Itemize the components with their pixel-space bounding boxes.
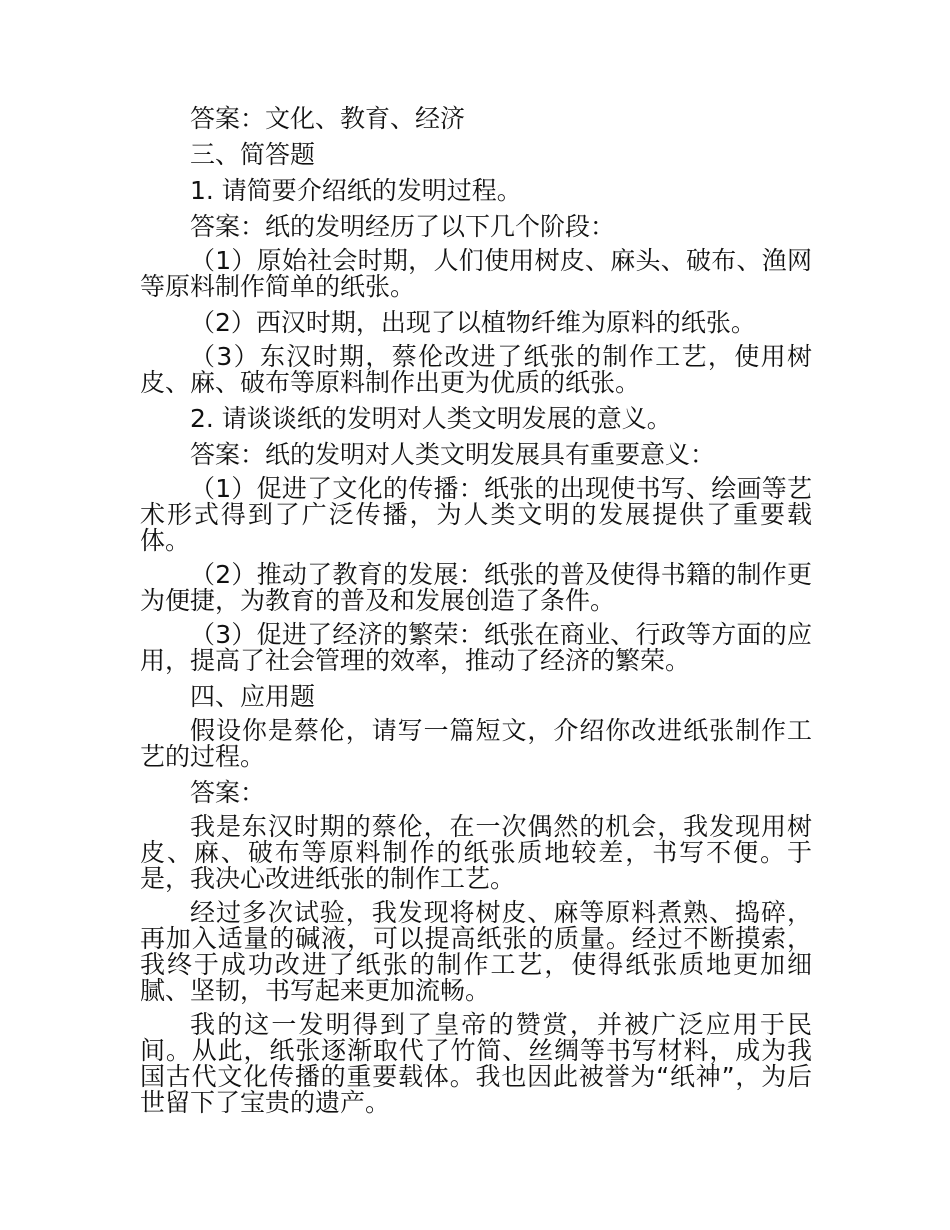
answer-fill-blank: 答案：文化、教育、经济 [190,104,466,133]
essay-paragraph-3: 我的这一发明得到了皇帝的赞赏，并被广泛应用于民间。从此，纸张逐渐取代了竹简、丝绸等书写材料，成为我国古代文化传播的重要载体。我也因此被誉为“纸神”，为后世留下了宝贵的遗产。 [140,1010,812,1117]
answer-2-intro: 答案：纸的发明对人类文明发展具有重要意义： [190,440,716,469]
essay-paragraph-1: 我是东汉时期的蔡伦，在一次偶然的机会，我发现用树皮、麻、破布等原料制作的纸张质地较差，书写不便。于是，我决心改进纸张的制作工艺。 [140,812,812,893]
question-1: 1. 请简要介绍纸的发明过程。 [190,176,522,205]
answer-1-stage-2: （2）西汉时期，出现了以植物纤维为原料的纸张。 [190,308,756,337]
section-heading-short-answer: 三、简答题 [190,140,316,169]
answer-2-point-3: （3）促进了经济的繁荣：纸张在商业、行政等方面的应用，提高了社会管理的效率，推动了经济的繁荣。 [140,620,812,675]
document-body [140,104,812,1124]
essay-paragraph-2: 经过多次试验，我发现将树皮、麻等原料煮熟、捣碎，再加入适量的碱液，可以提高纸张的质量。经过不断摸索，我终于成功改进了纸张的制作工艺，使得纸张质地更加细腻、坚韧，书写起来更加流畅。 [140,898,812,1005]
section-heading-application: 四、应用题 [190,682,316,711]
answer-1-stage-1: （1）原始社会时期，人们使用树皮、麻头、破布、渔网等原料制作简单的纸张。 [140,246,812,301]
answer-2-point-1: （1）促进了文化的传播：纸张的出现使书写、绘画等艺术形式得到了广泛传播，为人类文明的发展提供了重要载体。 [140,474,812,555]
application-question: 假设你是蔡伦，请写一篇短文，介绍你改进纸张制作工艺的过程。 [140,716,812,771]
answer-2-point-2: （2）推动了教育的发展：纸张的普及使得书籍的制作更为便捷，为教育的普及和发展创造了条件。 [140,560,812,615]
answer-1-stage-3: （3）东汉时期，蔡伦改进了纸张的制作工艺，使用树皮、麻、破布等原料制作出更为优质的纸张。 [140,342,812,397]
application-answer-label: 答案： [190,778,266,807]
question-2: 2. 请谈谈纸的发明对人类文明发展的意义。 [190,404,672,433]
answer-1-intro: 答案：纸的发明经历了以下几个阶段： [190,212,616,241]
